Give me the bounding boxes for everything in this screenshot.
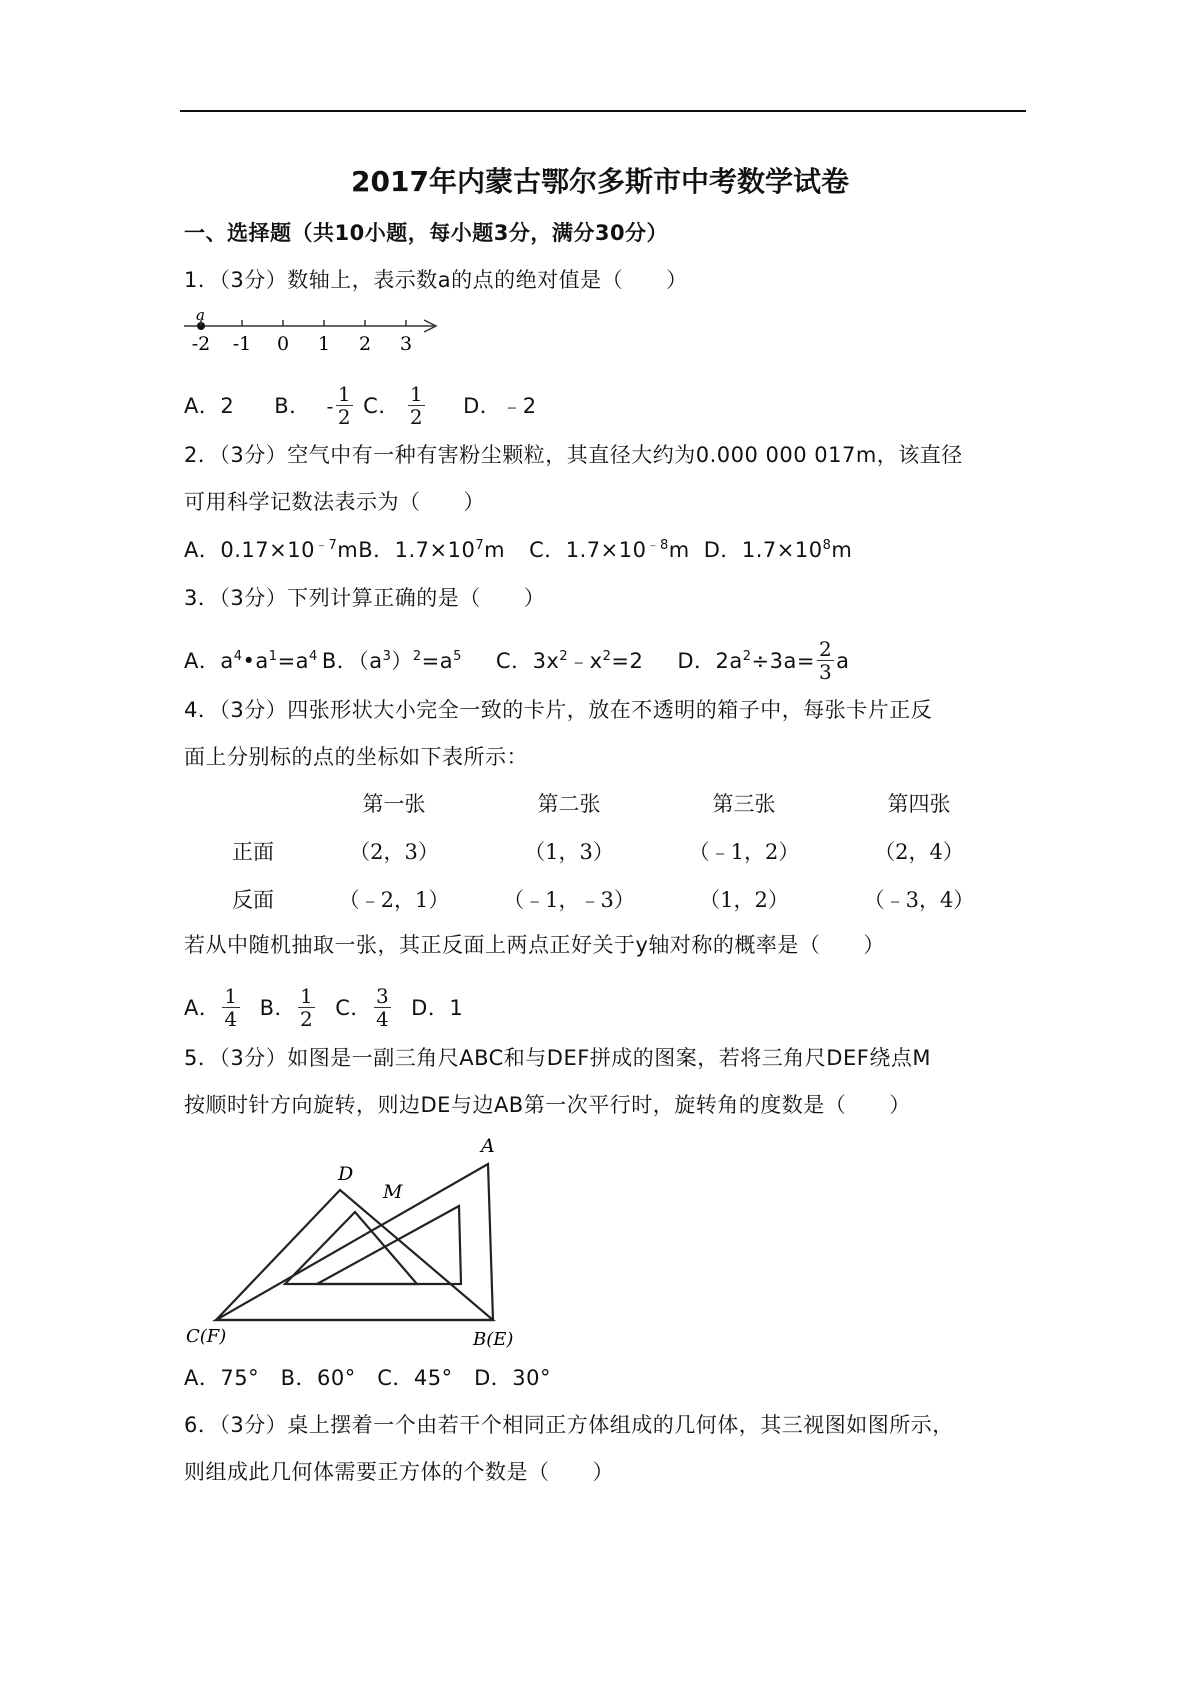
q3-option-b: B．$(a^3)^2=a^5$ [321,648,462,673]
q3-stem: 3．（3分）下列计算正确的是（ ） [184,586,546,610]
table-row-label-back: 反面 [232,888,274,912]
q6-stem-line1: 6．（3分）桌上摆着一个由若干个相同正方体组成的几何体，其三视图如图所示， [184,1413,954,1437]
q5-options: A．75° B．60° C．45° D．30° [184,1366,551,1390]
q1-option-d: D．﹣2 [463,393,537,418]
q3-option-a: A．$a^4•a^1=a^4$ [184,648,318,673]
q3-option-d-suffix: a [836,648,850,673]
label-a: A [481,1135,495,1157]
table-header-4: 第四张 [887,792,951,816]
table-cell: （﹣3，4） [863,888,975,912]
q3-option-d: D．$2a^2\div 3a=$ [677,648,815,673]
q3-option-d-denominator: 3 [818,660,833,684]
q3-option-d-numerator: 2 [818,637,833,661]
page-title: 2017年内蒙古鄂尔多斯市中考数学试卷 [351,165,849,198]
q2-option-b: B．$1.7\times 10^7m$ [358,538,506,562]
q5-triangles-figure [182,1128,532,1353]
q4-option-c-fraction: $\frac{3}{4}$ [375,984,390,1031]
q4-option-a-prefix: A． [184,995,221,1020]
q3-option-d-fraction [817,638,834,683]
table-header-2: 第二张 [537,792,601,816]
table-cell: （﹣2，1） [338,888,450,912]
table-header-1: 第一张 [362,792,426,816]
table-row-label-front: 正面 [232,840,274,864]
table-header-3: 第三张 [712,792,776,816]
label-cf: C(F) [186,1326,227,1347]
q2-option-a: A．$0.17\times 10^{﹣7}m$ [184,538,359,562]
q3-options [184,638,850,683]
q3-option-c: C．$3x^2﹣x^2=2$ [495,648,644,673]
table-cell: （1，3） [524,840,614,864]
number-line-tick-label: 2 [358,333,372,355]
q1-option-c-numerator: 1 [409,382,424,406]
table-cell: （1，2） [699,888,789,912]
q4-question: 若从中随机抽取一张，其正反面上两点正好关于y轴对称的概率是（ ） [184,933,885,957]
q1-option-b-prefix: B． [274,393,311,418]
number-line-tick-label: -1 [232,333,252,355]
q4-option-a-fraction: $\frac{1}{4}$ [224,984,238,1031]
q1-options [184,383,537,428]
number-line-tick-label: -2 [191,333,211,355]
table-cell: （2，4） [874,840,964,864]
q1-option-c-prefix: C． [363,393,400,418]
q1-stem: 1．（3分）数轴上，表示数a的点的绝对值是（ ） [184,268,688,292]
header-rule [180,110,1026,112]
table-cell: （﹣1，2） [688,840,800,864]
q1-option-a: A．2 [184,393,235,418]
q2-option-d: D．$1.7\times 10^8m$ [703,538,853,562]
q1-option-b-numerator: 1 [337,382,352,406]
label-m: M [383,1181,403,1203]
q1-option-c-fraction [408,383,425,428]
q4-stem-line1: 4．（3分）四张形状大小完全一致的卡片，放在不透明的箱子中，每张卡片正反 [184,698,933,722]
q4-stem-line2: 面上分别标的点的坐标如下表所示： [184,745,528,769]
number-line-tick-label: 1 [317,333,331,355]
inner-triangle-abc [317,1206,461,1284]
q2-stem-line1: 2．（3分）空气中有一种有害粉尘颗粒，其直径大约为0.000 000 017m，该直径 [184,443,963,467]
label-d: D [338,1163,354,1185]
q2-option-c: C．$1.7\times 10^{﹣8}m$ [529,538,690,562]
q1-number-line [182,308,444,358]
point-a-label: a [196,308,205,324]
q4-options [184,985,463,1030]
q5-stem-line1: 5．（3分）如图是一副三角尺ABC和与DEF拼成的图案，若将三角尺DEF绕点M [184,1046,931,1070]
inner-triangle-def [285,1212,417,1284]
q4-option-b-fraction: $\frac{1}{2}$ [300,984,314,1031]
q4-option-c-prefix: C． [335,995,372,1020]
q2-stem-line2: 可用科学记数法表示为（ ） [184,490,485,514]
triangle-abc [216,1164,493,1320]
q2-options [184,535,852,565]
q5-stem-line2: 按顺时针方向旋转，则边DE与边AB第一次平行时，旋转角的度数是（ ） [184,1093,911,1117]
section-heading: 一、选择题（共10小题，每小题3分，满分30分） [184,221,669,245]
table-cell: （﹣1，﹣3） [503,888,635,912]
number-line-tick-label: 0 [276,333,290,355]
q1-option-b-fraction [336,383,353,428]
table-cell: （2，3） [349,840,439,864]
number-line-tick-label: 3 [399,333,413,355]
q1-option-c-denominator: 2 [409,405,424,429]
q6-stem-line2: 则组成此几何体需要正方体的个数是（ ） [184,1460,614,1484]
q1-option-b-denominator: 2 [337,405,352,429]
q4-option-d: D．1 [411,995,464,1020]
q1-option-b-sign: - [326,393,334,418]
q4-option-b-prefix: B． [259,995,297,1020]
label-be: B(E) [473,1329,514,1350]
